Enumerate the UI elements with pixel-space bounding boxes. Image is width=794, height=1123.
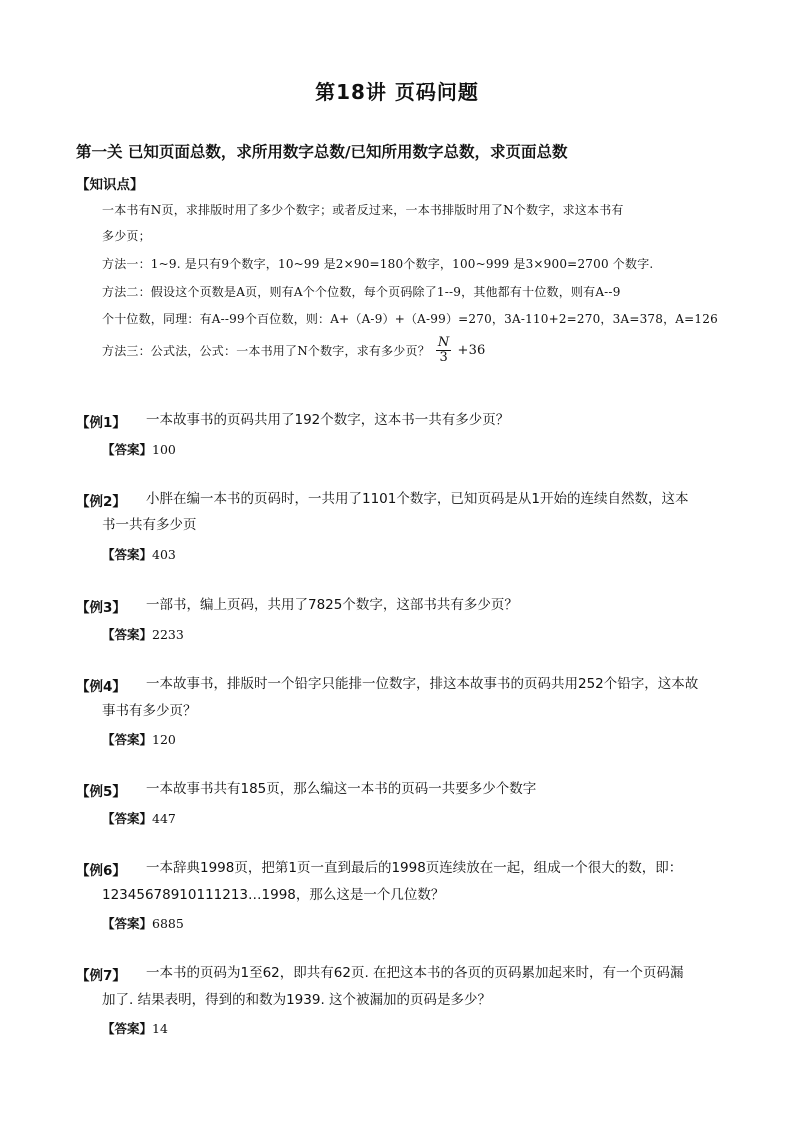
answer-tag: 【答案】 <box>102 916 153 931</box>
answer-value: 403 <box>152 547 176 562</box>
answer-value: 6885 <box>152 916 184 931</box>
answer-tag: 【答案】 <box>102 547 153 562</box>
method-2-line-1: 方法二：假设这个页数是A页，则有A个个位数，每个页码除了1--9，其他都有十位数，则有A--9 <box>102 285 621 299</box>
formula-fraction <box>436 336 452 365</box>
example-2-question-line-1: 小胖在编一本书的页码时，一共用了1101个数字，已知页码是从1开始的连续自然数，这本 <box>146 491 689 507</box>
example-5-answer <box>102 809 176 827</box>
example-7-question-line-1: 一本书的页码为1至62，即共有62页. 在把这本书的各页的页码累加起来时，有一个页码漏 <box>146 965 684 981</box>
page-title: 第18讲 页码问题 <box>315 80 479 104</box>
example-7-label: 【例7】 <box>76 968 126 984</box>
answer-tag: 【答案】 <box>102 442 153 457</box>
example-1-question: 一本故事书的页码共用了192个数字，这本书一共有多少页？ <box>146 412 510 428</box>
answer-tag: 【答案】 <box>102 627 153 642</box>
answer-value: 447 <box>152 811 176 826</box>
formula-denominator: 3 <box>439 350 448 365</box>
answer-value: 100 <box>152 442 176 457</box>
example-6-answer <box>102 914 184 932</box>
formula-numerator: N <box>437 335 450 350</box>
example-5-label: 【例5】 <box>76 784 126 800</box>
answer-value: 120 <box>152 732 176 747</box>
knowledge-line-1: 一本书有N页，求排版时用了多少个数字；或者反过来，一本书排版时用了N个数字，求这本书有 <box>102 203 624 217</box>
method-1: 方法一：1~9. 是只有9个数字，10~99 是2×90=180个数字，100~999 是3×900=2700 个数字. <box>102 257 654 271</box>
answer-tag: 【答案】 <box>102 1021 153 1036</box>
example-1-answer <box>102 440 176 458</box>
example-2-question-line-2: 书一共有多少页 <box>102 517 197 533</box>
example-7-question-line-2: 加了. 结果表明，得到的和数为1939. 这个被漏加的页码是多少？ <box>102 992 492 1008</box>
answer-tag: 【答案】 <box>102 732 153 747</box>
knowledge-label: 【知识点】 <box>76 177 144 193</box>
formula-tail: +36 <box>457 342 486 358</box>
example-6-question-line-2: 12345678910111213…1998，那么这是一个几位数？ <box>102 887 445 903</box>
example-4-question-line-2: 事书有多少页？ <box>102 703 197 719</box>
example-6-question-line-1: 一本辞典1998页，把第1页一直到最后的1998页连续放在一起，组成一个很大的数，即： <box>146 860 683 876</box>
example-4-answer <box>102 730 176 748</box>
answer-value: 2233 <box>152 627 184 642</box>
example-3-question: 一部书，编上页码，共用了7825个数字，这部书共有多少页？ <box>146 597 518 613</box>
method-2-line-2: 个十位数，同理：有A--99个百位数，则：A+（A-9）+（A-99）=270，3A-110+2=270，3A=378，A=126 <box>102 312 718 326</box>
example-3-label: 【例3】 <box>76 600 126 616</box>
example-3-answer <box>102 625 184 643</box>
example-2-answer <box>102 545 176 563</box>
answer-value: 14 <box>152 1021 168 1036</box>
example-2-label: 【例2】 <box>76 494 126 510</box>
example-1-label: 【例1】 <box>76 415 126 431</box>
example-7-answer <box>102 1019 168 1037</box>
method-3-text: 方法三：公式法，公式：一本书用了N个数字，求有多少页？ <box>102 343 430 358</box>
example-6-label: 【例6】 <box>76 863 126 879</box>
example-4-label: 【例4】 <box>76 679 126 695</box>
example-5-question: 一本故事书共有185页，那么编这一本书的页码一共要多少个数字 <box>146 781 537 797</box>
knowledge-line-2: 多少页； <box>102 229 151 243</box>
answer-tag: 【答案】 <box>102 811 153 826</box>
example-4-question-line-1: 一本故事书，排版时一个铅字只能排一位数字，排这本故事书的页码共用252个铅字，这本故 <box>146 676 699 692</box>
method-3 <box>102 336 486 365</box>
section-title: 第一关 已知页面总数，求所用数字总数/已知所用数字总数，求页面总数 <box>76 143 568 161</box>
